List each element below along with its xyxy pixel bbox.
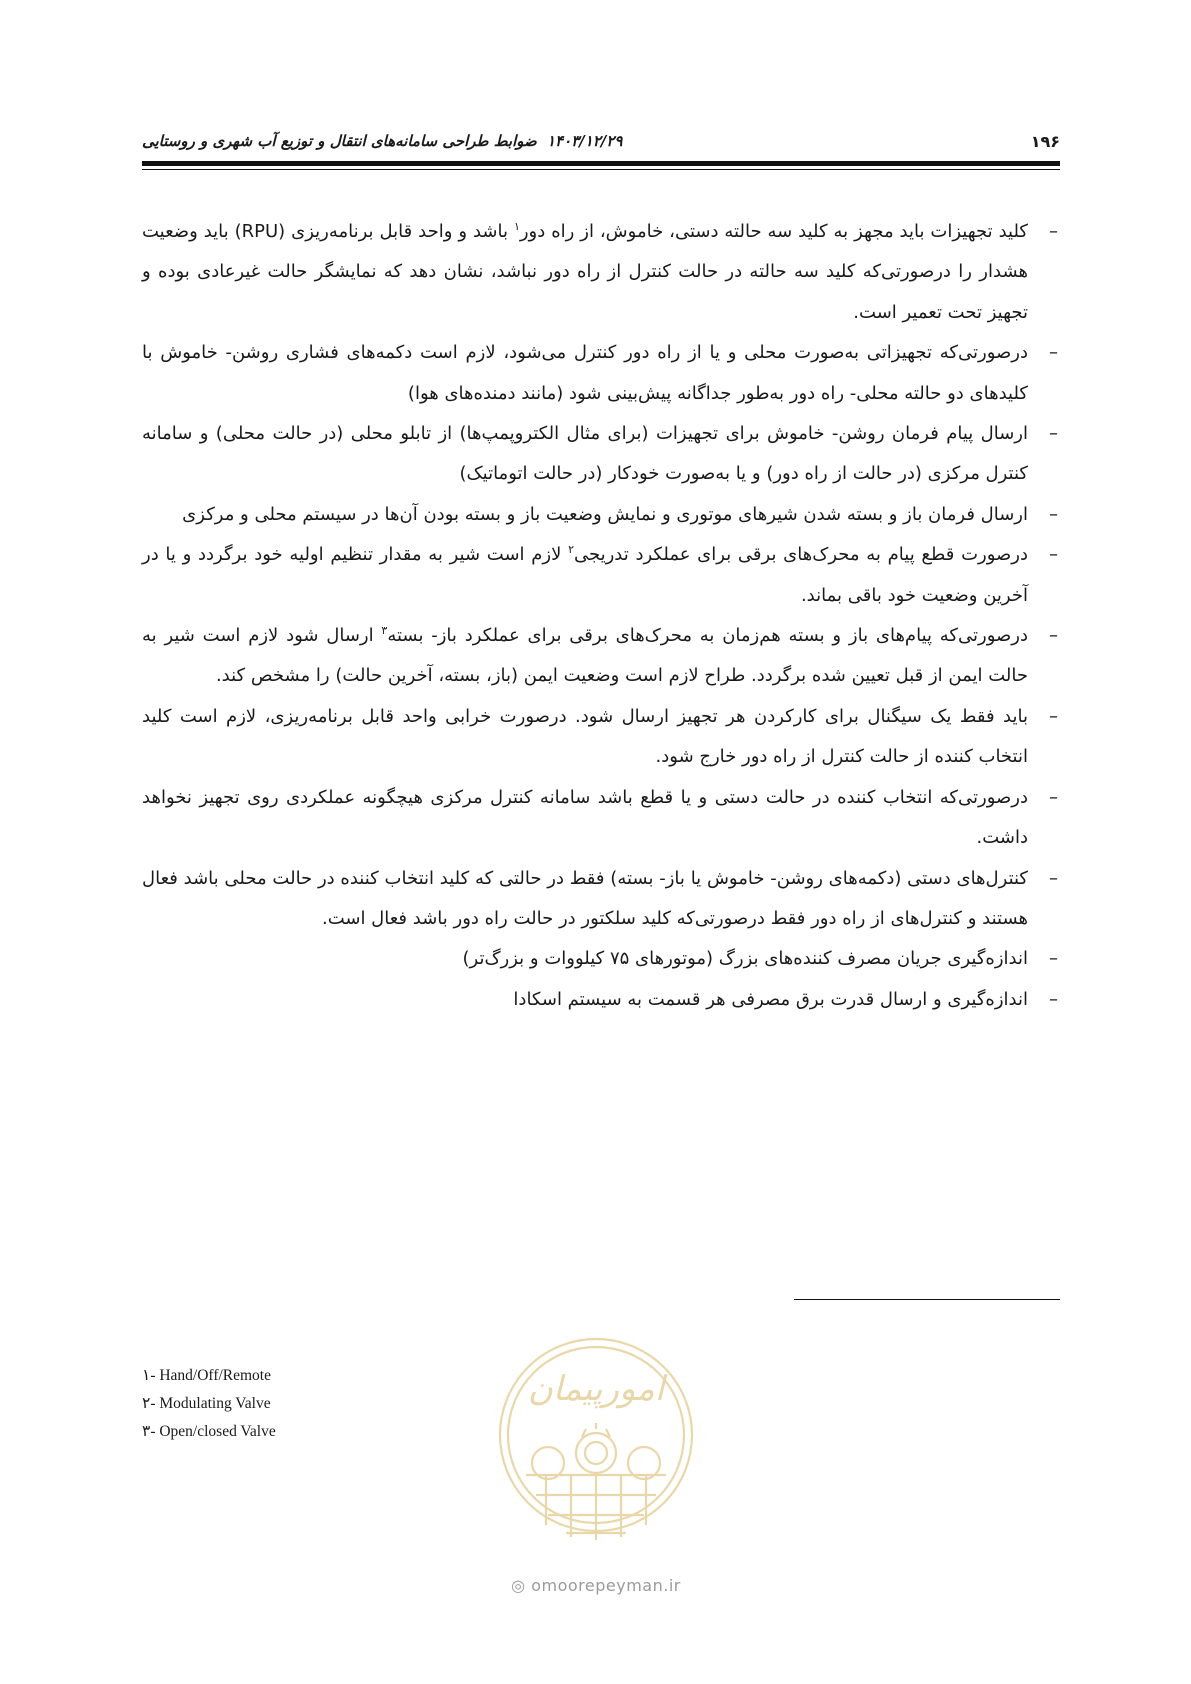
- item-text: باید فقط یک سیگنال برای کارکردن هر تجهیز ارسال شود. درصورت خرابی واحد قابل برنامه‌ریزی، لازم است کلید انتخاب کننده از حالت کنترل از راه دور خارج شود.: [142, 705, 1028, 768]
- footnote-ref: ۱: [513, 220, 520, 233]
- item-text: درصورت قطع پیام به محرک‌های برقی برای عملکرد تدریجی: [573, 544, 1028, 566]
- dash-bullet: –: [1049, 786, 1058, 808]
- list-item: [142, 616, 1060, 697]
- dash-bullet: –: [1049, 867, 1058, 889]
- list-item: [142, 333, 1060, 414]
- header-title: ضوابط طراحی سامانه‌های انتقال و توزیع آب شهری و روستایی: [142, 132, 537, 150]
- list-item: [142, 212, 1060, 333]
- item-text: ارسال فرمان باز و بسته شدن شیرهای موتوری و نمایش وضعیت باز و بسته بودن آن‌ها در سیستم محلی و مرکزی: [182, 503, 1028, 525]
- footnotes: [142, 1362, 442, 1446]
- list-item: [142, 778, 1060, 859]
- list-item: [142, 697, 1060, 778]
- page-header: [142, 128, 1060, 154]
- list-item: [142, 859, 1060, 940]
- footnote: ۱- Hand/Off/Remote: [142, 1367, 271, 1384]
- footnote: ۳- Open/closed Valve: [142, 1423, 276, 1440]
- header-rule-thin: [142, 169, 1060, 170]
- item-text-tail: باشد و واحد قابل برنامه‌ریزی (RPU) باید وضعیت هشدار را درصورتی‌که کلید سه حالته در حالت کنترل از راه دور نباشد، نشان دهد که نمایشگر حالت غیرعادی بوده و تجهیز تحت تعمیر است.: [142, 221, 1028, 323]
- footnote-ref: ۲: [568, 543, 574, 557]
- item-text-tail: ارسال شود لازم است شیر به حالت ایمن از قبل تعیین شده برگردد. طراح لازم است وضعیت ایمن (باز، بسته، آخرین حالت) را مشخص کند.: [142, 625, 1028, 687]
- page-number: ۱۹۶: [1030, 132, 1060, 151]
- item-text: درصورتی‌که انتخاب کننده در حالت دستی و یا قطع باشد سامانه کنترل مرکزی هیچگونه عملکردی روی تجهیز نخواهد داشت.: [142, 786, 1028, 849]
- watermark-site-text: omoorepeyman.ir: [531, 1576, 681, 1595]
- item-text: درصورتی‌که تجهیزاتی به‌صورت محلی و یا از راه دور کنترل می‌شود، لازم است دکمه‌های فشاری روشن- خاموش با کلیدهای دو حالته محلی- راه دور به‌طور جداگانه پیش‌بینی شود (مانند دمنده‌های هوا): [142, 342, 1028, 404]
- header-rule-thick: [142, 161, 1060, 166]
- dash-bullet: –: [1049, 342, 1058, 364]
- dash-bullet: –: [1049, 988, 1058, 1010]
- footnote-ref: ۳: [381, 624, 388, 638]
- dash-bullet: –: [1049, 544, 1058, 566]
- watermark-logo-text: امورپیمان: [527, 1369, 665, 1409]
- dash-bullet: –: [1049, 503, 1058, 525]
- dash-bullet: –: [1049, 423, 1058, 445]
- dash-bullet: –: [1049, 221, 1058, 242]
- list-item: [142, 495, 1060, 535]
- item-text: اندازه‌گیری و ارسال قدرت برق مصرفی هر قسمت به سیستم اسکادا: [513, 988, 1028, 1010]
- footnote: ۲- Modulating Valve: [142, 1395, 271, 1412]
- item-text: درصورتی‌که پیام‌های باز و بسته هم‌زمان به محرک‌های برقی برای عملکرد باز- بسته: [387, 625, 1029, 647]
- list-item: [142, 980, 1060, 1020]
- item-text: اندازه‌گیری جریان مصرف کننده‌های بزرگ (موتورهای ۷۵ کیلووات و بزرگ‌تر): [462, 948, 1028, 970]
- watermark-site: ◎ omoorepeyman.ir: [511, 1576, 681, 1595]
- seal-logo-icon: [486, 1325, 706, 1570]
- footnote-separator: [794, 1299, 1060, 1300]
- bullet-list: [142, 212, 1060, 1020]
- list-item: [142, 939, 1060, 979]
- list-item: [142, 414, 1060, 495]
- dash-bullet: –: [1049, 948, 1058, 970]
- dash-bullet: –: [1049, 625, 1058, 647]
- list-item: [142, 535, 1060, 616]
- item-text: کنترل‌های دستی (دکمه‌های روشن- خاموش یا باز- بسته) فقط در حالتی که کلید انتخاب کننده در حالت محلی باشد فعال هستند و کنترل‌های از راه دور فقط درصورتی‌که کلید سلکتور در حالت راه دور باشد فعال است.: [142, 867, 1028, 929]
- item-text-tail: لازم است شیر به مقدار تنظیم اولیه خود برگردد و یا در آخرین وضعیت خود باقی بماند.: [142, 544, 1028, 606]
- item-text: ارسال پیام فرمان روشن- خاموش برای تجهیزات (برای مثال الکتروپمپ‌ها) از تابلو محلی (در حالت محلی) و سامانه کنترل مرکزی (در حالت از راه دور) و یا به‌صورت خودکار (در حالت اتوماتیک): [142, 423, 1028, 485]
- item-text: کلید تجهیزات باید مجهز به کلید سه حالته دستی، خاموش، از راه دور: [519, 221, 1028, 242]
- header-date: ۱۴۰۳/۱۲/۲۹: [547, 132, 623, 150]
- dash-bullet: –: [1049, 705, 1058, 727]
